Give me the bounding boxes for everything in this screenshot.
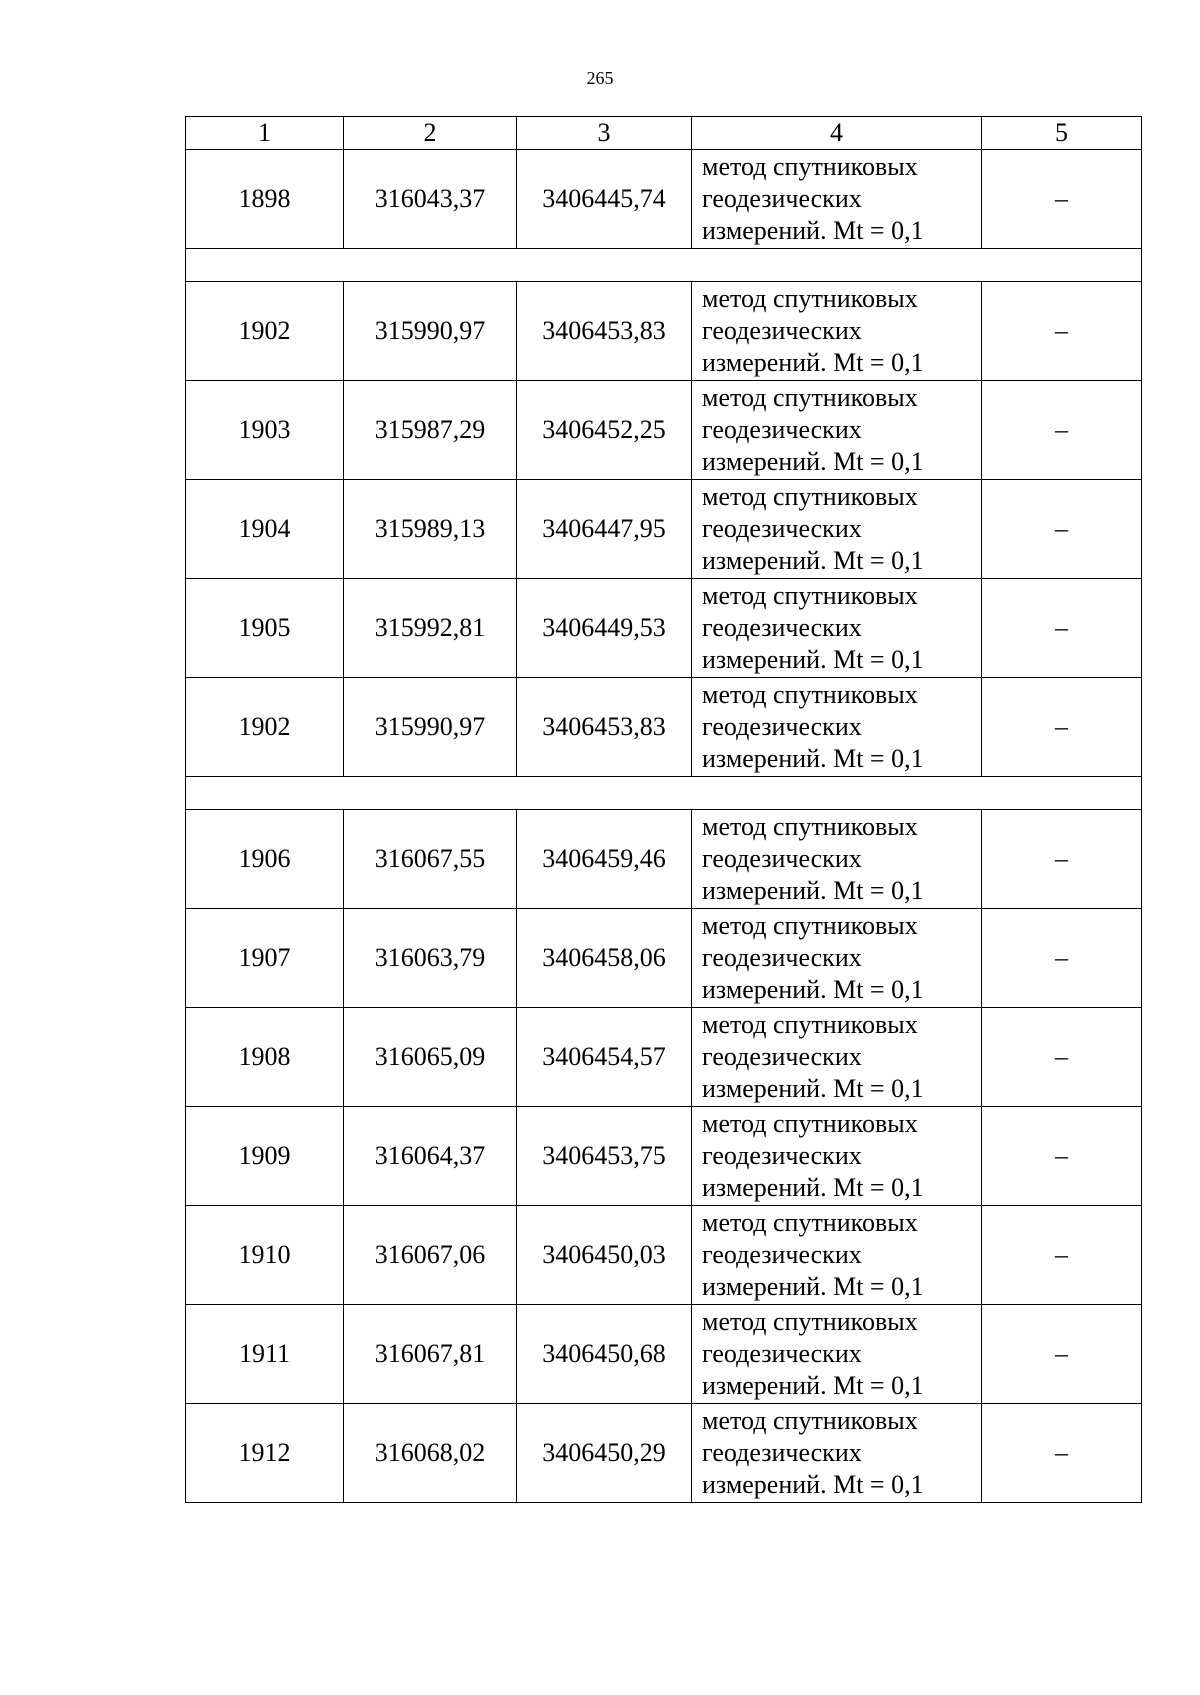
table-row <box>186 150 1142 249</box>
method-line: измерений. Mt = 0,1 <box>702 546 924 575</box>
method-cell <box>692 381 982 480</box>
method-line: измерений. Mt = 0,1 <box>702 645 924 674</box>
note-cell: – <box>982 1008 1142 1107</box>
y-coordinate-cell: 3406453,83 <box>517 282 692 381</box>
column-header: 5 <box>982 117 1142 150</box>
page-number: 265 <box>586 68 614 88</box>
method-cell <box>692 1008 982 1107</box>
x-coordinate-cell: 316064,37 <box>344 1107 517 1206</box>
method-line: метод спутниковых <box>702 152 918 181</box>
method-cell <box>692 282 982 381</box>
table-header-row <box>186 117 1142 150</box>
method-line: геодезических <box>702 1339 862 1368</box>
method-line: геодезических <box>702 1042 862 1071</box>
table-row <box>186 678 1142 777</box>
y-coordinate-cell: 3406445,74 <box>517 150 692 249</box>
method-line: измерений. Mt = 0,1 <box>702 216 924 245</box>
method-line: геодезических <box>702 316 862 345</box>
y-coordinate-cell: 3406454,57 <box>517 1008 692 1107</box>
y-coordinate-cell: 3406459,46 <box>517 810 692 909</box>
method-line: измерений. Mt = 0,1 <box>702 1074 924 1103</box>
table-row <box>186 810 1142 909</box>
note-cell: – <box>982 480 1142 579</box>
point-number-cell: 1898 <box>186 150 344 249</box>
note-cell: – <box>982 909 1142 1008</box>
y-coordinate-cell: 3406458,06 <box>517 909 692 1008</box>
note-cell: – <box>982 1305 1142 1404</box>
note-cell: – <box>982 282 1142 381</box>
column-header: 2 <box>344 117 517 150</box>
method-cell <box>692 150 982 249</box>
note-cell: – <box>982 810 1142 909</box>
method-line: измерений. Mt = 0,1 <box>702 348 924 377</box>
method-line: метод спутниковых <box>702 1208 918 1237</box>
point-number-cell: 1905 <box>186 579 344 678</box>
point-number-cell: 1906 <box>186 810 344 909</box>
method-cell <box>692 1404 982 1503</box>
point-number-cell: 1904 <box>186 480 344 579</box>
x-coordinate-cell: 315990,97 <box>344 282 517 381</box>
method-line: метод спутниковых <box>702 284 918 313</box>
column-header: 4 <box>692 117 982 150</box>
note-cell: – <box>982 1404 1142 1503</box>
table-row <box>186 579 1142 678</box>
y-coordinate-cell: 3406450,29 <box>517 1404 692 1503</box>
method-line: метод спутниковых <box>702 1109 918 1138</box>
method-line: метод спутниковых <box>702 1307 918 1336</box>
method-cell <box>692 810 982 909</box>
method-line: геодезических <box>702 712 862 741</box>
table-row <box>186 381 1142 480</box>
table-row <box>186 1206 1142 1305</box>
method-line: геодезических <box>702 1438 862 1467</box>
x-coordinate-cell: 316067,06 <box>344 1206 517 1305</box>
table-body <box>186 117 1142 1503</box>
x-coordinate-cell: 316043,37 <box>344 150 517 249</box>
note-cell: – <box>982 1206 1142 1305</box>
method-line: геодезических <box>702 1240 862 1269</box>
method-line: измерений. Mt = 0,1 <box>702 744 924 773</box>
separator-row <box>186 249 1142 282</box>
y-coordinate-cell: 3406449,53 <box>517 579 692 678</box>
method-line: метод спутниковых <box>702 581 918 610</box>
table-row <box>186 480 1142 579</box>
y-coordinate-cell: 3406450,68 <box>517 1305 692 1404</box>
method-cell <box>692 1107 982 1206</box>
method-line: измерений. Mt = 0,1 <box>702 1470 924 1499</box>
x-coordinate-cell: 315990,97 <box>344 678 517 777</box>
point-number-cell: 1903 <box>186 381 344 480</box>
method-line: геодезических <box>702 943 862 972</box>
point-number-cell: 1902 <box>186 678 344 777</box>
method-line: геодезических <box>702 613 862 642</box>
method-line: геодезических <box>702 514 862 543</box>
method-line: измерений. Mt = 0,1 <box>702 447 924 476</box>
table-row <box>186 1305 1142 1404</box>
x-coordinate-cell: 315992,81 <box>344 579 517 678</box>
y-coordinate-cell: 3406447,95 <box>517 480 692 579</box>
method-line: метод спутниковых <box>702 812 918 841</box>
method-line: геодезических <box>702 415 862 444</box>
point-number-cell: 1907 <box>186 909 344 1008</box>
table-row <box>186 1107 1142 1206</box>
method-cell <box>692 1206 982 1305</box>
point-number-cell: 1912 <box>186 1404 344 1503</box>
x-coordinate-cell: 316068,02 <box>344 1404 517 1503</box>
separator-row <box>186 777 1142 810</box>
note-cell: – <box>982 1107 1142 1206</box>
method-cell <box>692 480 982 579</box>
x-coordinate-cell: 316065,09 <box>344 1008 517 1107</box>
method-line: измерений. Mt = 0,1 <box>702 1173 924 1202</box>
method-line: метод спутниковых <box>702 482 918 511</box>
method-line: геодезических <box>702 184 862 213</box>
x-coordinate-cell: 316067,81 <box>344 1305 517 1404</box>
x-coordinate-cell: 316063,79 <box>344 909 517 1008</box>
table-row <box>186 1404 1142 1503</box>
note-cell: – <box>982 150 1142 249</box>
point-number-cell: 1902 <box>186 282 344 381</box>
y-coordinate-cell: 3406450,03 <box>517 1206 692 1305</box>
method-cell <box>692 1305 982 1404</box>
method-line: метод спутниковых <box>702 1406 918 1435</box>
method-line: метод спутниковых <box>702 911 918 940</box>
method-line: геодезических <box>702 1141 862 1170</box>
method-line: измерений. Mt = 0,1 <box>702 975 924 1004</box>
separator-cell <box>186 777 1142 810</box>
method-line: метод спутниковых <box>702 680 918 709</box>
table-row <box>186 909 1142 1008</box>
y-coordinate-cell: 3406452,25 <box>517 381 692 480</box>
x-coordinate-cell: 315989,13 <box>344 480 517 579</box>
point-number-cell: 1908 <box>186 1008 344 1107</box>
method-line: измерений. Mt = 0,1 <box>702 1272 924 1301</box>
note-cell: – <box>982 579 1142 678</box>
column-header: 1 <box>186 117 344 150</box>
method-line: метод спутниковых <box>702 1010 918 1039</box>
method-line: геодезических <box>702 844 862 873</box>
method-cell <box>692 909 982 1008</box>
x-coordinate-cell: 316067,55 <box>344 810 517 909</box>
method-cell <box>692 579 982 678</box>
method-line: измерений. Mt = 0,1 <box>702 1371 924 1400</box>
method-cell <box>692 678 982 777</box>
column-header: 3 <box>517 117 692 150</box>
point-number-cell: 1911 <box>186 1305 344 1404</box>
y-coordinate-cell: 3406453,83 <box>517 678 692 777</box>
coordinates-table <box>185 116 1142 1503</box>
note-cell: – <box>982 678 1142 777</box>
note-cell: – <box>982 381 1142 480</box>
y-coordinate-cell: 3406453,75 <box>517 1107 692 1206</box>
method-line: метод спутниковых <box>702 383 918 412</box>
table-row <box>186 282 1142 381</box>
method-line: измерений. Mt = 0,1 <box>702 876 924 905</box>
point-number-cell: 1910 <box>186 1206 344 1305</box>
separator-cell <box>186 249 1142 282</box>
x-coordinate-cell: 315987,29 <box>344 381 517 480</box>
point-number-cell: 1909 <box>186 1107 344 1206</box>
table-row <box>186 1008 1142 1107</box>
